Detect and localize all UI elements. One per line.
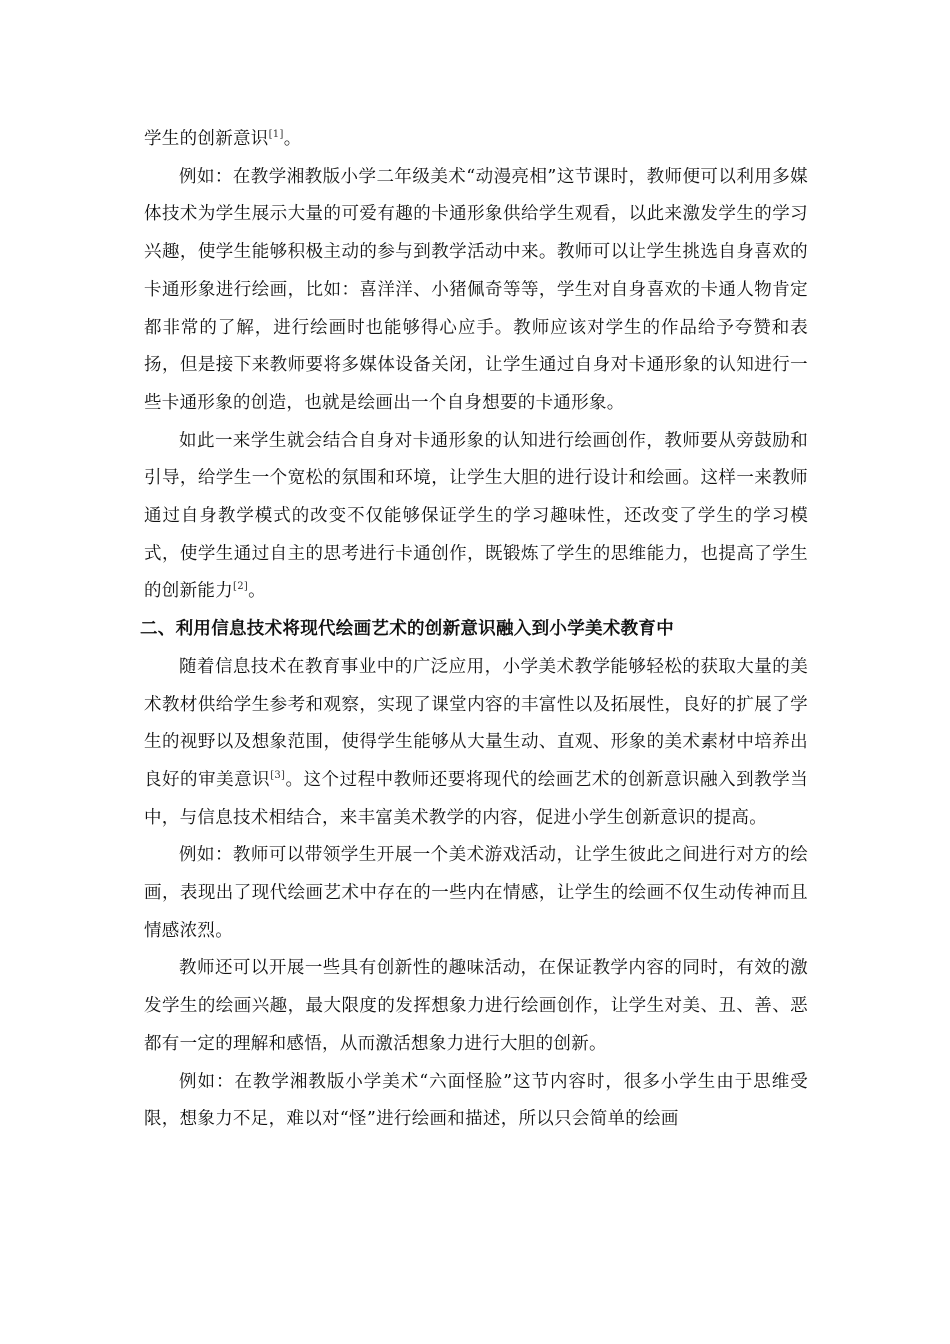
paragraph-text: 教师还可以开展一些具有创新性的趣味活动，在保证教学内容的同时，有效的激发学生的绘画兴趣，最大限度的发挥想象力进行绘画创作，让学生对美、丑、善、恶都有一定的理解和感悟，从而激活想象力进行大胆的创新。	[144, 958, 808, 1054]
paragraph-continuation	[144, 121, 808, 159]
section-heading: 二、利用信息技术将现代绘画艺术的创新意识融入到小学美术教育中	[140, 619, 674, 640]
citation-ref: [2]	[233, 581, 249, 593]
paragraph-text: 学生的创新意识	[144, 129, 269, 149]
paragraph-text: 随着信息技术在教育事业中的广泛应用，小学美术教学能够轻松的获取大量的美术教材供给学生参考和观察，实现了课堂内容的丰富性以及拓展性，良好的扩展了学生的视野以及想象范围，使得学生能够从大量生动、直观、形象的美术素材中培养出良好的审美意识	[144, 656, 808, 790]
paragraph-info-tech	[144, 649, 808, 838]
document-body	[140, 121, 808, 1139]
paragraph-text: 例如：在教学湘教版小学二年级美术“动漫亮相”这节课时，教师便可以利用多媒体技术为学生展示大量的可爱有趣的卡通形象供给学生观看，以此来激发学生的学习兴趣，使学生能够积极主动的参与到教学活动中来。教师可以让学生挑选自身喜欢的卡通形象进行绘画，比如：喜洋洋、小猪佩奇等等，学生对自身喜欢的卡通人物肯定都非常的了解，进行绘画时也能够得心应手。教师应该对学生的作品给予夸赞和表扬，但是接下来教师要将多媒体设备关闭，让学生通过自身对卡通形象的认知进行一些卡通形象的创造，也就是绘画出一个自身想要的卡通形象。	[144, 166, 808, 413]
paragraph-text: 如此一来学生就会结合自身对卡通形象的认知进行绘画创作，教师要从旁鼓励和引导，给学生一个宽松的氛围和环境，让学生大胆的进行设计和绘画。这样一来教师通过自身教学模式的改变不仅能够保证学生的学习趣味性，还改变了学生的学习模式，使学生通过自主的思考进行卡通创作，既锻炼了学生的思维能力，也提高了学生的创新能力	[144, 430, 808, 602]
paragraph-example-faces	[144, 1064, 808, 1139]
paragraph-tail: 。这个过程中教师还要将现代的绘画艺术的创新意识融入到教学当中，与信息技术相结合，来丰富美术教学的内容，促进小学生创新意识的提高。	[144, 769, 808, 828]
citation-ref: [3]	[270, 769, 286, 781]
paragraph-tail: 。	[248, 581, 266, 602]
paragraph-cartoon-creation	[144, 423, 808, 612]
paragraph-text: 例如：教师可以带领学生开展一个美术游戏活动，让学生彼此之间进行对方的绘画，表现出了现代绘画艺术中存在的一些内在情感，让学生的绘画不仅生动传神而且情感浓烈。	[144, 845, 808, 941]
paragraph-example-anime	[144, 159, 808, 423]
paragraph-tail: 。	[283, 129, 302, 149]
paragraph-creative-activities	[144, 950, 808, 1063]
citation-ref: [1]	[268, 129, 284, 140]
paragraph-text: 例如：在教学湘教版小学美术“六面怪脸”这节内容时，很多小学生由于思维受限，想象力不足，难以对“怪”进行绘画和描述，所以只会简单的绘画	[144, 1071, 808, 1130]
paragraph-example-game	[144, 837, 808, 950]
